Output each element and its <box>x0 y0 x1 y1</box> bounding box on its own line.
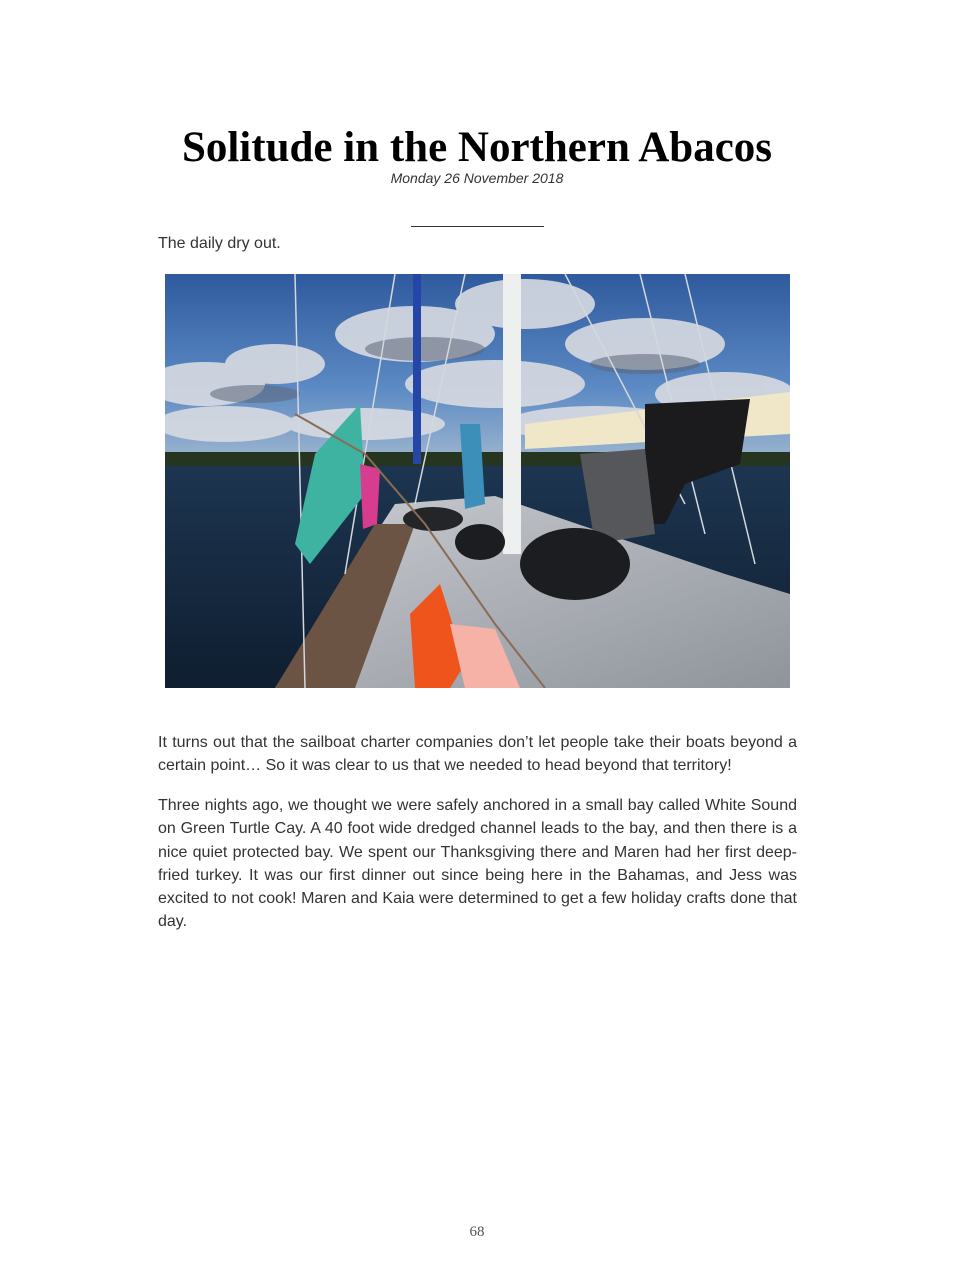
page-title: Solitude in the Northern Abacos <box>181 124 773 171</box>
post-date: Monday 26 November 2018 <box>390 170 564 186</box>
page-number: 68 <box>469 1224 485 1240</box>
body-paragraph-1: It turns out that the sailboat charter companies don’t let people take their boats beyond a certain point… So it was clear to us that we needed to head beyond that territory! <box>158 734 797 775</box>
title-divider <box>411 226 544 227</box>
sailboat-deck-photo <box>165 274 790 688</box>
body-paragraph-2: Three nights ago, we thought we were safely anchored in a small bay called White Sound on Green Turtle Cay. A 40 foot wide dredged channel leads to the bay, and then there is a nice quiet protected bay. We spent our Thanksgiving there and Maren had her first deep-fried turkey. It was our first dinner out since being here in the Bahamas, and Jess was excited to not cook! Maren and Kaia were determined to get a few holiday crafts done that day. <box>158 797 797 931</box>
photo-caption: The daily dry out. <box>158 235 281 252</box>
